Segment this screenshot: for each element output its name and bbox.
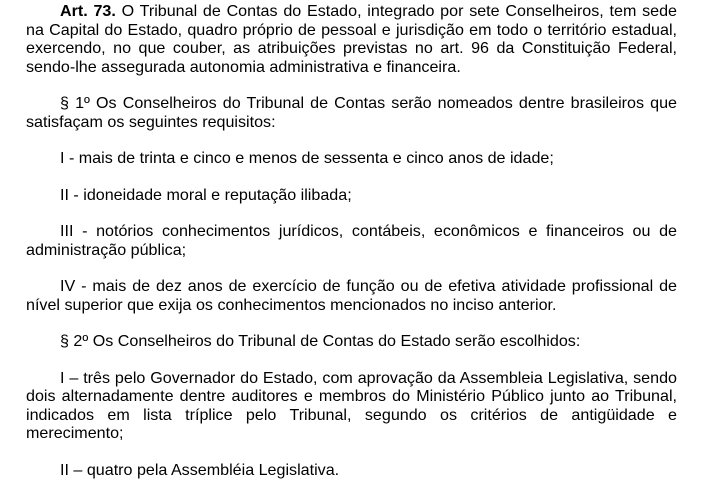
item-iii: III - notórios conhecimentos jurídicos, contábeis, econômicos e financeiros ou de administração pública; — [26, 222, 677, 259]
item-ii-2: II – quatro pela Assembléia Legislativa. — [26, 461, 677, 479]
item-ii: II - idoneidade moral e reputação ilibada; — [26, 186, 677, 205]
paragraph-1: § 1º Os Conselheiros do Tribunal de Contas serão nomeados dentre brasileiros que satisfaçam os seguintes requisitos: — [26, 94, 677, 131]
article-73 — [26, 2, 677, 76]
document-body — [26, 2, 677, 479]
item-i: I - mais de trinta e cinco e menos de sessenta e cinco anos de idade; — [26, 149, 677, 168]
article-text: O Tribunal de Contas do Estado, integrado por sete Conselheiros, tem sede na Capital do Estado, quadro próprio de pessoal e jurisdição em todo o território estadual, exercendo, no que couber, as atribuições previstas no art. 96 da Constituição Federal, sendo-lhe assegurada autonomia administrativa e financeira. — [26, 2, 677, 76]
item-iv: IV - mais de dez anos de exercício de função ou de efetiva atividade profissional de nível superior que exija os conhecimentos mencionados no inciso anterior. — [26, 277, 677, 314]
paragraph-2: § 2º Os Conselheiros do Tribunal de Contas do Estado serão escolhidos: — [26, 332, 677, 351]
article-label: Art. 73. — [60, 2, 116, 20]
item-i-2: I – três pelo Governador do Estado, com aprovação da Assembleia Legislativa, sendo dois alternadamente dentre auditores e membros do Ministério Público junto ao Tribunal, indicados em lista tríplice pelo Tribunal, segundo os critérios de antigüidade e merecimento; — [26, 369, 677, 443]
